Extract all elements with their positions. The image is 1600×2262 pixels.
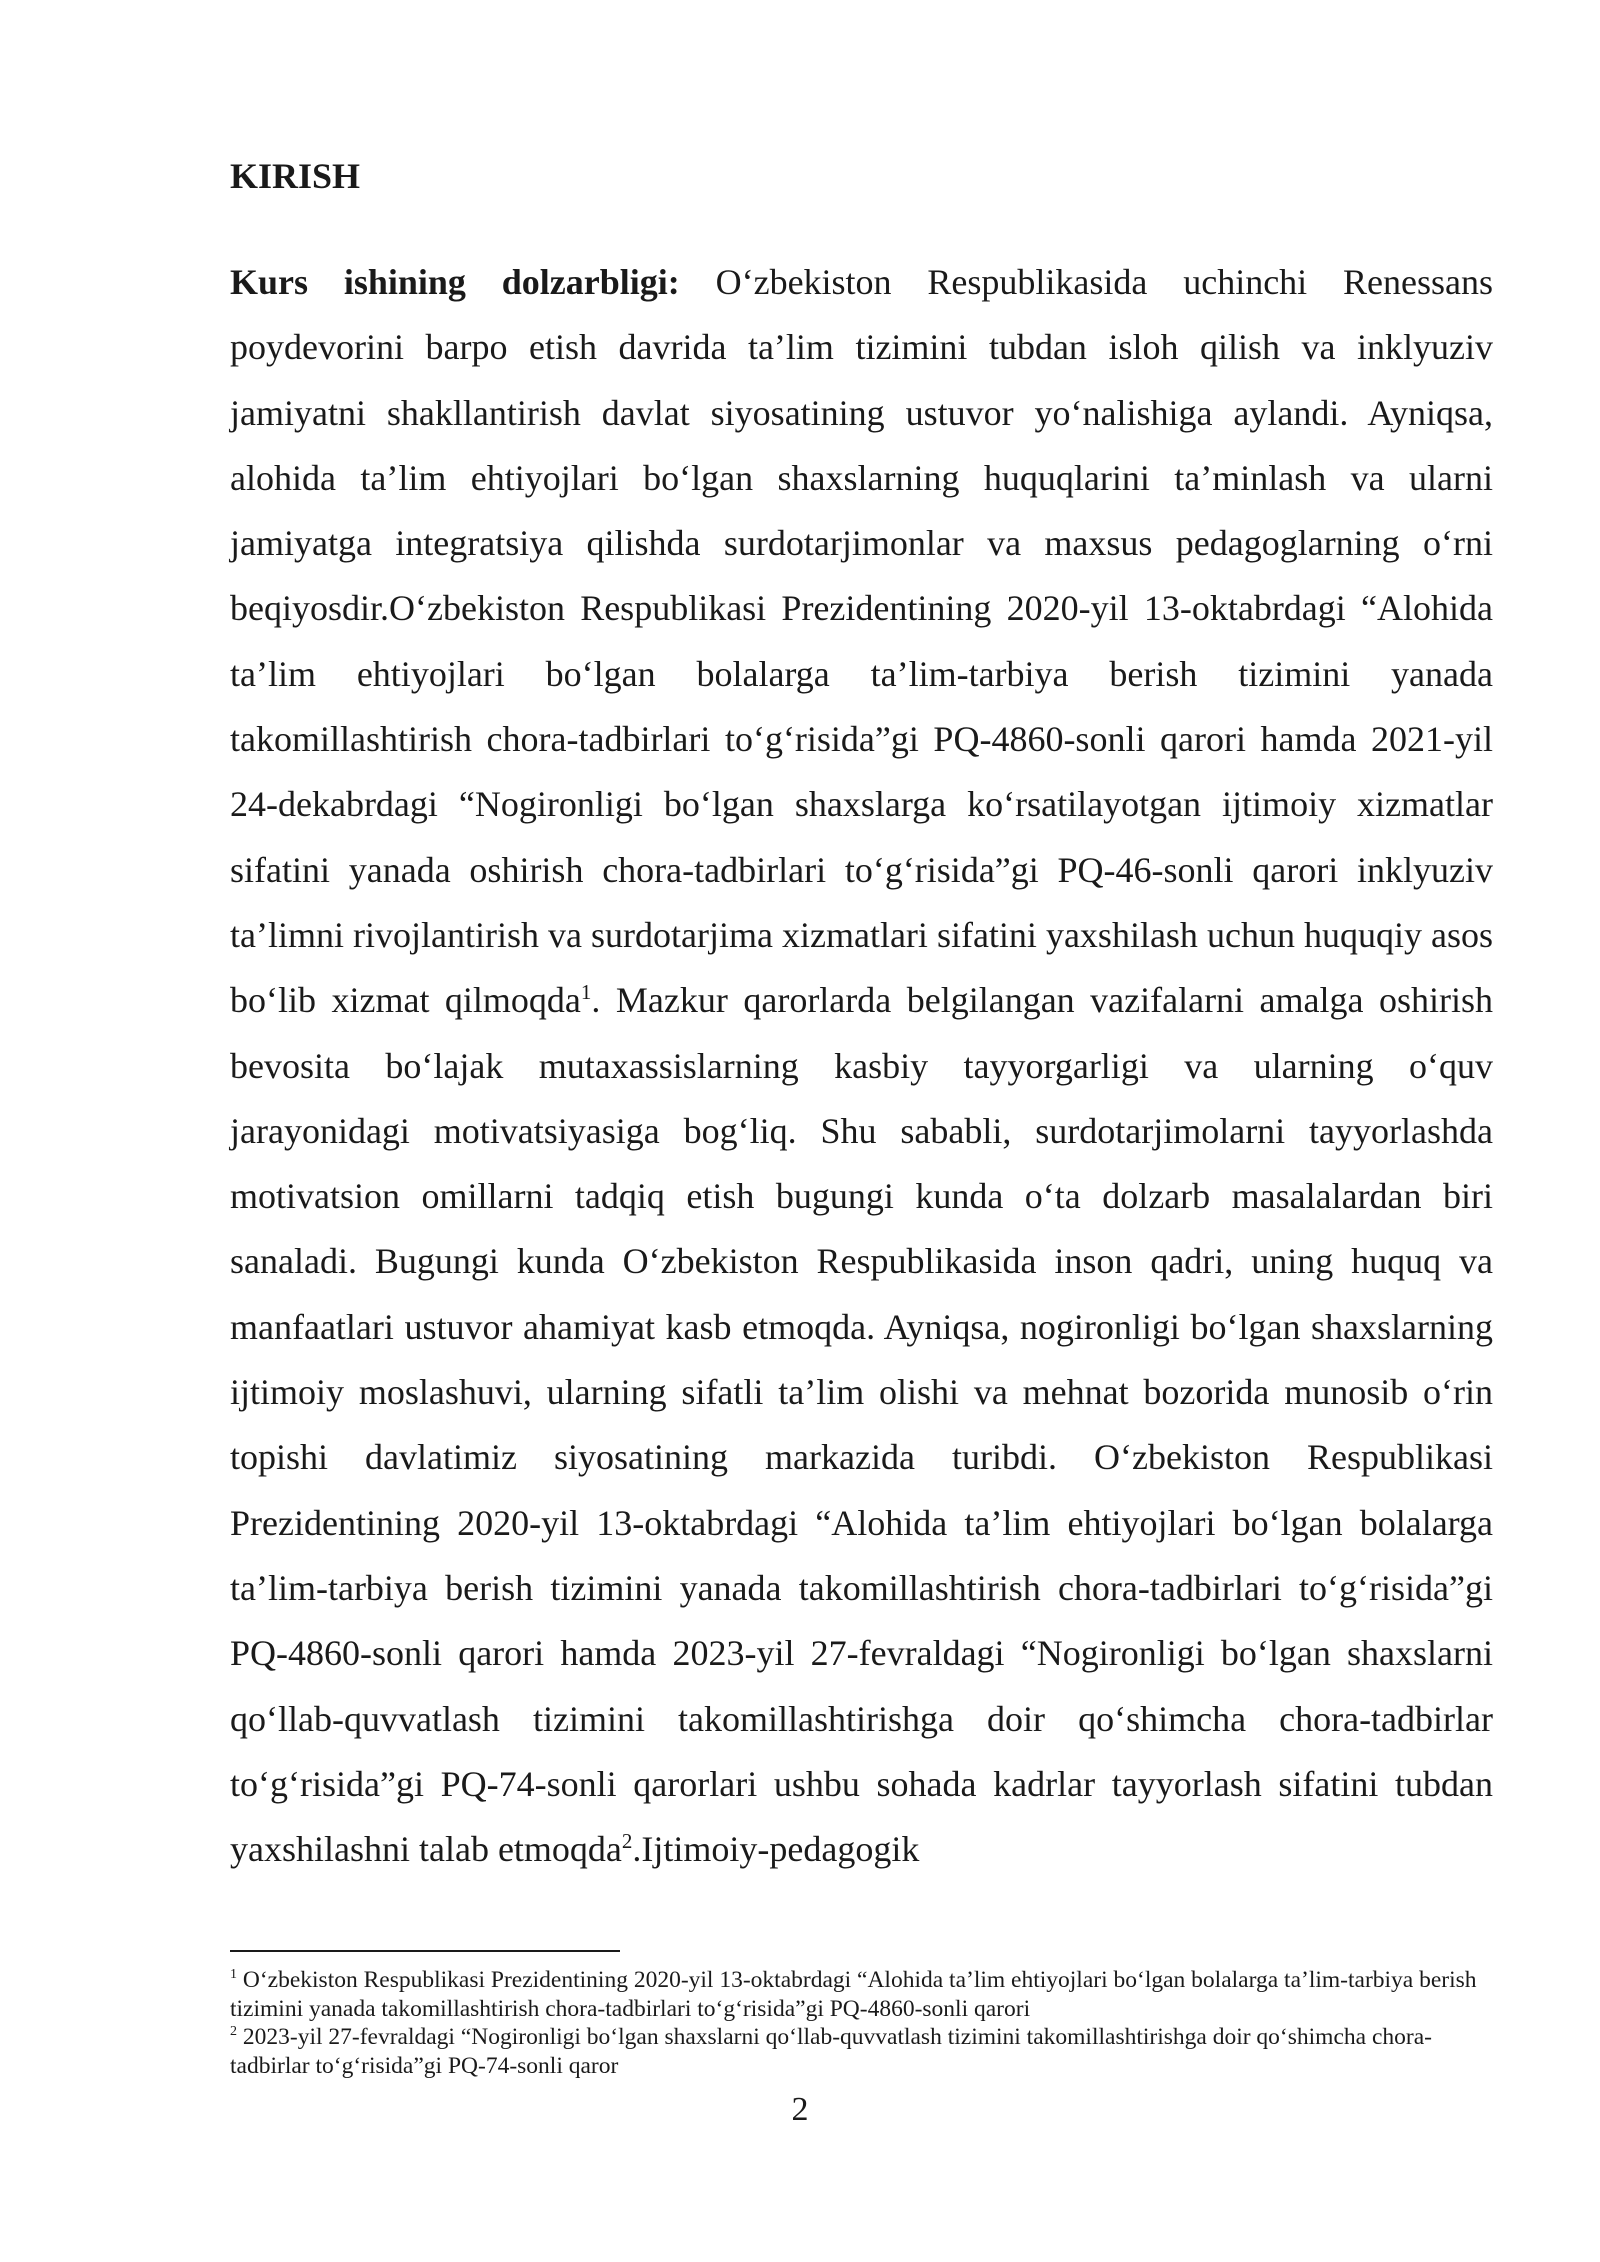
- footnote-ref-1: 1: [580, 980, 592, 1005]
- body-paragraph: [230, 250, 1493, 1882]
- lead-label: Kurs ishining dolzarbligi:: [230, 262, 680, 302]
- footnote-text-1: O‘zbekiston Respublikasi Prezidentining 2020-yil 13-oktabrdagi “Alohida ta’lim ehtiyojlari bo‘lgan bolalarga ta’lim-tarbiya berish tizimini yanada takomillashtirish chora-tadbirlari to‘g‘risida”gi PQ-4860-sonli qarori: [230, 1967, 1477, 2022]
- footnotes-section: [230, 1966, 1493, 2080]
- footnote-1: [230, 1966, 1493, 2023]
- footnote-ref-2: 2: [621, 1829, 633, 1854]
- footnote-text-2: 2023-yil 27-fevraldagi “Nogironligi bo‘lgan shaxslarni qo‘llab-quvvatlash tizimini takomillashtirishga doir qo‘shimcha chora-tadbirlar to‘g‘risida”gi PQ-74-sonli qaror: [230, 2024, 1432, 2079]
- page-number: 2: [791, 2091, 809, 2128]
- section-heading: KIRISH: [230, 156, 361, 196]
- footnote-separator: [230, 1950, 620, 1952]
- footnote-2: [230, 2023, 1493, 2080]
- footnote-mark-2: 2: [230, 2024, 237, 2040]
- body-text-part-2: . Mazkur qarorlarda belgilangan vazifalarni amalga oshirish bevosita bo‘lajak mutaxassislarning kasbiy tayyorgarligi va ularning o‘quv jarayonidagi motivatsiyasiga bog‘liq. Shu sababli, surdotarjimolarni tayyorlashda motivatsion omillarni tadqiq etish bugungi kunda o‘ta dolzarb masalalardan biri sanaladi. Bugungi kunda O‘zbekiston Respublikasida inson qadri, uning huquq va manfaatlari ustuvor ahamiyat kasb etmoqda. Ayniqsa, nogironligi bo‘lgan shaxslarning ijtimoiy moslashuvi, ularning sifatli ta’lim olishi va mehnat bozorida munosib o‘rin topishi davlatimiz siyosatining markazida turibdi. O‘zbekiston Respublikasi Prezidentining 2020-yil 13-oktabrdagi “Alohida ta’lim ehtiyojlari bo‘lgan bolalarga ta’lim-tarbiya berish tizimini yanada takomillashtirish chora-tadbirlari to‘g‘risida”gi PQ-4860-sonli qarori hamda 2023-yil 27-fevraldagi “Nogironligi bo‘lgan shaxslarni qo‘llab-quvvatlash tizimini takomillashtirishga doir qo‘shimcha chora-tadbirlar to‘g‘risida”gi PQ-74-sonli qarorlari ushbu sohada kadrlar tayyorlash sifatini tubdan yaxshilashni talab etmoqda: [230, 980, 1493, 1870]
- body-text-part-1: O‘zbekiston Respublikasida uchinchi Renessans poydevorini barpo etish davrida ta’lim tizimini tubdan isloh qilish va inklyuziv jamiyatni shakllantirish davlat siyosatining ustuvor yo‘nalishiga aylandi. Ayniqsa, alohida ta’lim ehtiyojlari bo‘lgan shaxslarning huquqlarini ta’minlash va ularni jamiyatga integratsiya qilishda surdotarjimonlar va maxsus pedagoglarning o‘rni beqiyosdir.O‘zbekiston Respublikasi Prezidentining 2020-yil 13-oktabrdagi “Alohida ta’lim ehtiyojlari bo‘lgan bolalarga ta’lim-tarbiya berish tizimini yanada takomillashtirish chora-tadbirlari to‘g‘risida”gi PQ-4860-sonli qarori hamda 2021-yil 24-dekabrdagi “Nogironligi bo‘lgan shaxslarga ko‘rsatilayotgan ijtimoiy xizmatlar sifatini yanada oshirish chora-tadbirlari to‘g‘risida”gi PQ-46-sonli qarori inklyuziv ta’limni rivojlantirish va surdotarjima xizmatlari sifatini yaxshilash uchun huquqiy asos bo‘lib xizmat qilmoqda: [230, 262, 1493, 1021]
- body-text-part-3: .Ijtimoiy-pedagogik: [632, 1829, 920, 1870]
- footnote-mark-1: 1: [230, 1967, 237, 1983]
